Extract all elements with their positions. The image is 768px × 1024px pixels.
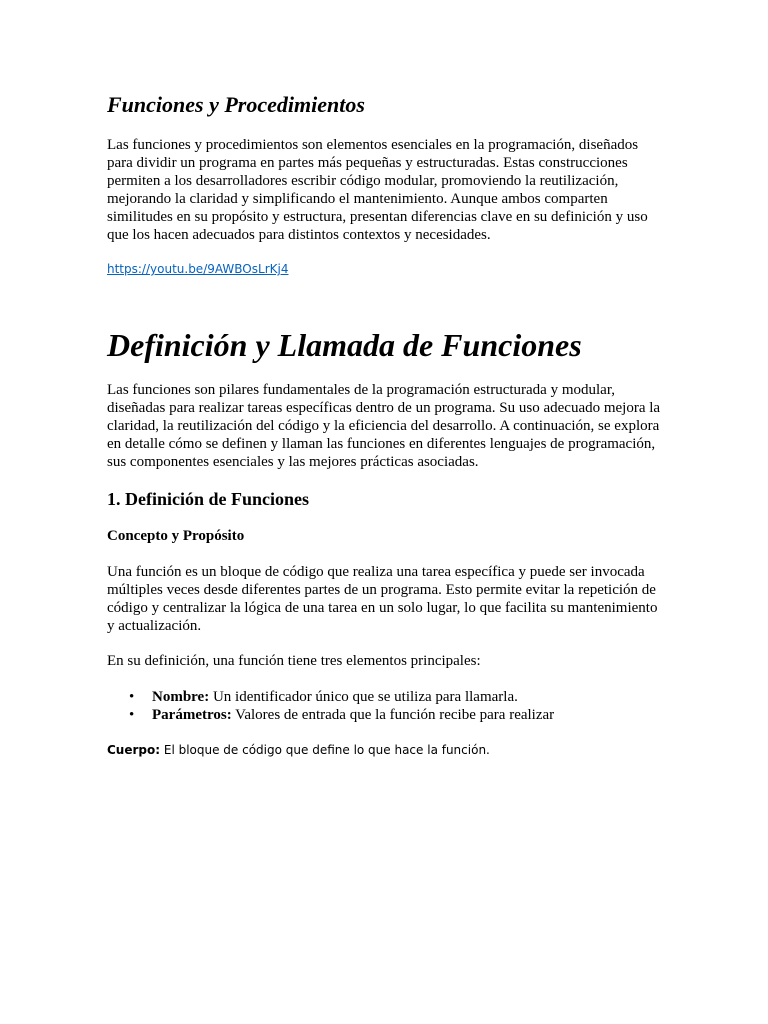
- list-item-text: Valores de entrada que la función recibe para realizar: [231, 707, 555, 723]
- elements-list: [107, 688, 554, 724]
- intro-paragraph: Las funciones y procedimientos son elementos esenciales en la programación, diseñados para dividir un programa en partes más pequeñas y estructuradas. Estas construcciones permiten a los desarrolladores escribir código modular, promoviendo la reutilización, mejorando la claridad y simplificando el mantenimiento. Aunque ambos comparten similitudes en su propósito y estructura, presentan diferencias clave en su definición y uso que los hacen adecuados para distintos contextos y necesidades.: [107, 137, 648, 243]
- list-item: [107, 688, 554, 706]
- cuerpo-line: [107, 742, 490, 758]
- video-link[interactable]: https://youtu.be/9AWBOsLrKj4: [107, 262, 289, 276]
- page-title: Funciones y Procedimientos: [107, 92, 365, 117]
- elements-intro: En su definición, una función tiene tres elementos principales:: [107, 653, 481, 669]
- function-paragraph: Una función es un bloque de código que realiza una tarea específica y puede ser invocada múltiples veces desde diferentes partes de un programa. Esto permite evitar la repetición de código y centralizar la lógica de una tarea en un solo lugar, lo que facilita su mantenimiento y actualización.: [107, 564, 658, 634]
- subsection-heading: Concepto y Propósito: [107, 528, 245, 544]
- list-item-term: Nombre:: [152, 689, 210, 705]
- list-item-term: Parámetros:: [152, 707, 232, 723]
- bullet-icon: •: [129, 707, 135, 723]
- section1-heading: 1. Definición de Funciones: [107, 489, 310, 509]
- list-item: [107, 706, 554, 724]
- list-item-text: Un identificador único que se utiliza para llamarla.: [209, 689, 518, 705]
- bullet-icon: •: [129, 689, 135, 705]
- definition-paragraph: Las funciones son pilares fundamentales de la programación estructurada y modular, diseñadas para realizar tareas específicas dentro de un programa. Su uso adecuado mejora la claridad, la reutilización del código y la eficiencia del desarrollo. A continuación, se explora en detalle cómo se definen y llaman las funciones en diferentes lenguajes de programación, sus componentes esenciales y las mejores prácticas asociadas.: [107, 382, 661, 470]
- cuerpo-term: Cuerpo:: [107, 743, 161, 757]
- cuerpo-text: El bloque de código que define lo que hace la función.: [160, 743, 490, 757]
- section-title: Definición y Llamada de Funciones: [107, 327, 582, 363]
